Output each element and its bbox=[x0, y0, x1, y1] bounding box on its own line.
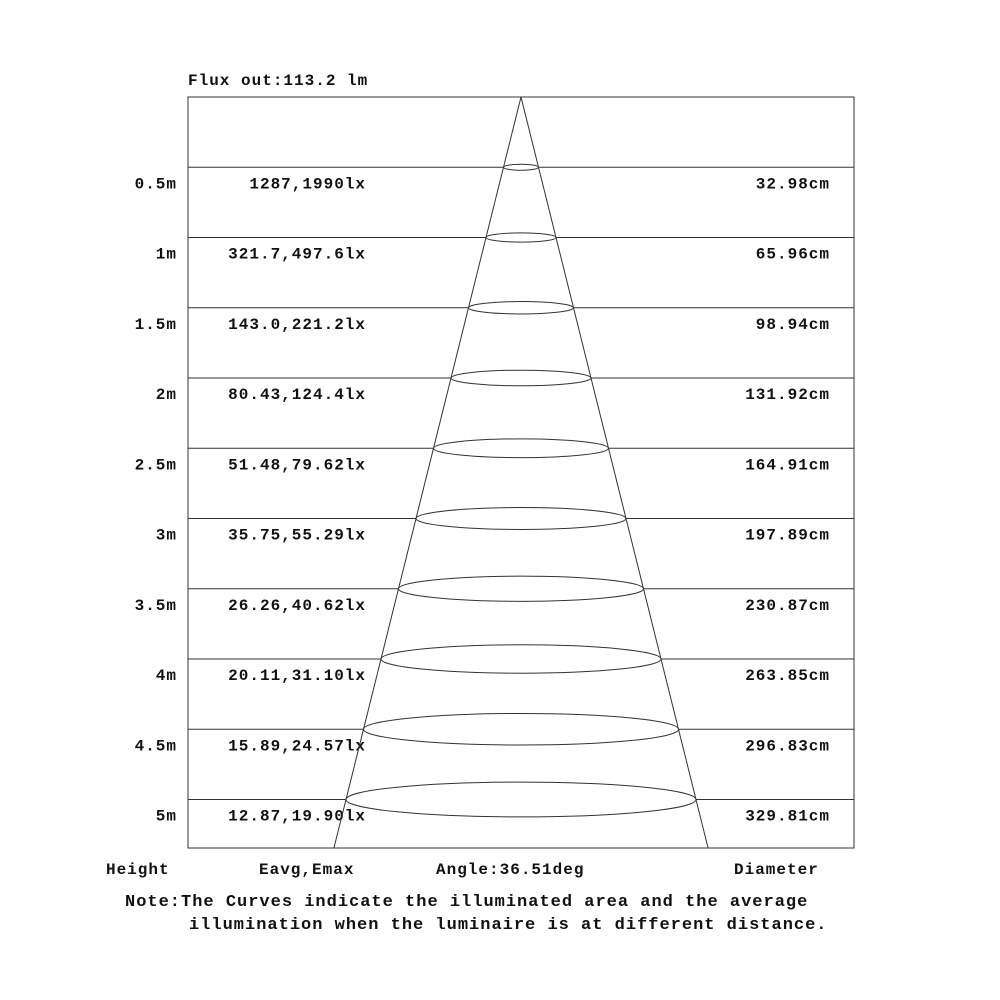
row-grid bbox=[135, 167, 854, 825]
eavg-column-label: Eavg,Emax bbox=[259, 861, 355, 879]
height-label: 4m bbox=[155, 667, 177, 685]
height-column-label: Height bbox=[106, 861, 170, 879]
eavg-emax-value: 15.89,24.57lx bbox=[228, 737, 366, 756]
beam-cone bbox=[334, 97, 708, 848]
height-label: 1m bbox=[155, 245, 177, 264]
height-label: 1.5m bbox=[134, 315, 177, 334]
note-line-2: illumination when the luminaire is at different distance. bbox=[189, 916, 828, 935]
eavg-emax-value: 143.0,221.2lx bbox=[228, 315, 366, 334]
flux-label: Flux out:113.2 lm bbox=[188, 72, 369, 90]
eavg-emax-value: 1287,1990lx bbox=[249, 175, 366, 194]
eavg-emax-value: 12.87,19.90lx bbox=[228, 807, 366, 826]
illumination-ellipse bbox=[504, 164, 539, 170]
height-label: 3m bbox=[155, 526, 177, 545]
height-label: 5m bbox=[155, 807, 177, 826]
height-label: 2m bbox=[155, 386, 177, 404]
eavg-emax-value: 26.26,40.62lx bbox=[228, 596, 366, 615]
eavg-emax-value: 35.75,55.29lx bbox=[228, 526, 366, 545]
height-label: 4.5m bbox=[134, 737, 177, 756]
illumination-ellipse bbox=[381, 645, 661, 673]
height-label: 0.5m bbox=[134, 175, 177, 194]
eavg-emax-value: 80.43,124.4lx bbox=[228, 386, 366, 404]
note-line-1: Note:The Curves indicate the illuminated area and the average bbox=[125, 893, 809, 912]
diameter-value: 197.89cm bbox=[745, 526, 830, 545]
height-label: 2.5m bbox=[134, 456, 177, 475]
diameter-value: 98.94cm bbox=[755, 315, 830, 334]
illumination-ellipse bbox=[364, 713, 679, 745]
eavg-emax-value: 51.48,79.62lx bbox=[228, 456, 366, 475]
diameter-value: 329.81cm bbox=[745, 807, 830, 826]
eavg-emax-value: 20.11,31.10lx bbox=[228, 667, 366, 685]
beam-edge-right bbox=[521, 97, 708, 848]
illumination-ellipse bbox=[469, 302, 574, 314]
diameter-value: 32.98cm bbox=[755, 175, 830, 194]
diameter-value: 131.92cm bbox=[745, 386, 830, 404]
illumination-ellipse bbox=[434, 439, 609, 458]
diameter-value: 65.96cm bbox=[755, 245, 830, 264]
eavg-emax-value: 321.7,497.6lx bbox=[228, 245, 366, 264]
diameter-value: 296.83cm bbox=[745, 737, 830, 756]
illumination-ellipse bbox=[416, 508, 626, 530]
illumination-ellipse bbox=[399, 576, 644, 601]
angle-label: Angle:36.51deg bbox=[436, 861, 585, 879]
diameter-value: 263.85cm bbox=[745, 667, 830, 685]
illumination-ellipse bbox=[486, 233, 556, 242]
diameter-value: 230.87cm bbox=[745, 596, 830, 615]
illumination-ellipse bbox=[346, 782, 696, 817]
diameter-column-label: Diameter bbox=[734, 861, 819, 879]
diameter-value: 164.91cm bbox=[745, 456, 830, 475]
height-label: 3.5m bbox=[134, 596, 177, 615]
illumination-ellipse bbox=[451, 370, 591, 386]
